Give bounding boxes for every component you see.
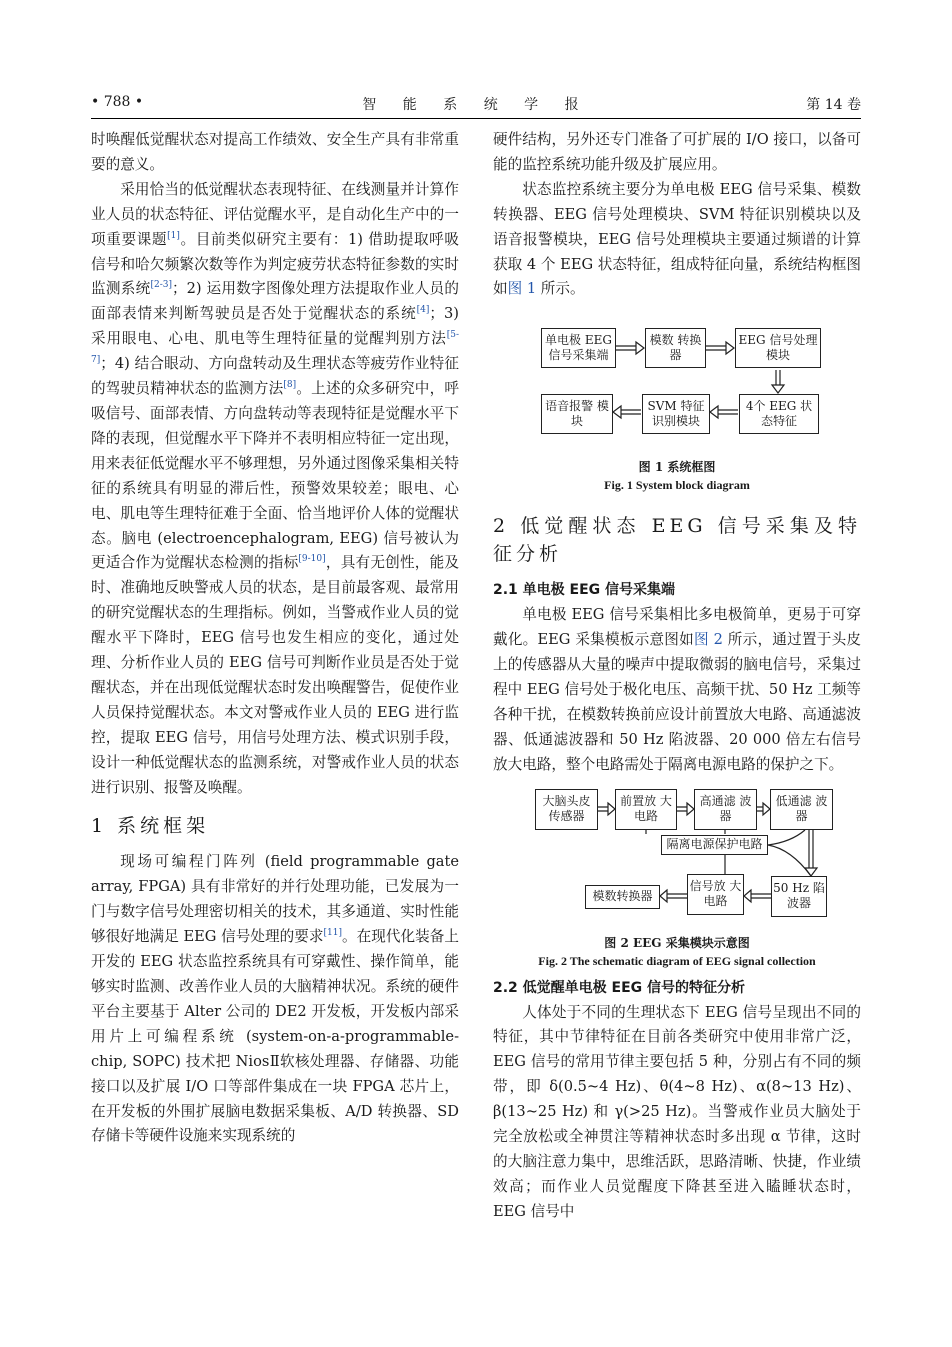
paragraph: 时唤醒低觉醒状态对提高工作绩效、安全生产具有非常重要的意义。 xyxy=(91,131,459,173)
block-highpass-filter: 高通滤 波器 xyxy=(694,789,757,830)
citation-link[interactable]: [5-7] xyxy=(91,330,459,366)
paragraph: 采用恰当的低觉醒状态表现特征、在线测量并计算作业人员的状态特征、评估觉醒水平，是自动化生产中的一项重要课题[1]。目前类似研究主要有：1) 借助提取呼吸信号和哈欠频繁次数等作为判定疲劳状态特征参数的实时监测系统[2-3]；2) 运用数字图像处理方法提取作业人员的面部表情来判断驾驶员是否处于觉醒状态的系统[4]；3) 采用眼电、心电、肌电等生理特征量的觉醒判别方法[5-7]；4) 结合眼动、方向盘转动及生理状态等疲劳作业特征的驾驶员精神状态的监测方法[8]。上述的众多研究中，呼吸信号、面部表情、方向盘转动等表现特征是觉醒水平下降的表现，但觉醒水平下降并不表明相应特征一定出现，用来表征低觉醒水平不够理想，另外通过图像采集相关特征的系统具有明显的滞后性，预警效果较差；眼电、心电、肌电等生理特征难于全面、恰当地评价人体的觉醒状态。脑电 (electroencephalogram, EEG) 信号被认为更适合作为觉醒状态检测的指标[9-10]，具有无创性，能及时、准确地反映警戒人员的状态，是目前最客观、最常用的研究觉醒状态的生理指标。例如，当警戒作业人员的觉醒水平下降时，EEG 信号也发生相应的变化，通过处理、分析作业人员的 EEG 信号可判断作业员是否处于觉醒状态，并在出现低觉醒状态时发出唤醒警告，促使作业人员保持觉醒状态。本文对警戒作业人员的 EEG 进行监控，提取 EEG 信号，用信号处理方法、模式识别手段，设计一种低觉醒状态的监测系统，对警戒作业人员的状态进行识别、报警及唤醒。 xyxy=(91,180,459,796)
figure-2-caption-en: Fig. 2 The schematic diagram of EEG signal collection xyxy=(538,953,816,968)
left-column xyxy=(91,128,459,1149)
citation-link[interactable]: [1] xyxy=(167,230,180,241)
paragraph: 状态监控系统主要分为单电极 EEG 信号采集、模数转换器、EEG 信号处理模块、SVM 特征识别模块以及语音报警模块，EEG 信号处理模块主要通过频谱的计算获取 4 个 EEG 状态特征，组成特征向量，系统结构框图如图 1 所示。 xyxy=(493,180,861,298)
paragraph: 现场可编程门阵列 (field programmable gate array, FPGA) 具有非常好的并行处理功能，已发展为一门与数字信号处理密切相关的技术，其多通道、实时性能够很好地满足 EEG 信号处理的要求[11]。在现代化装备上开发的 EEG 状态监控系统具有可穿戴性、操作简单，能够实时监测、改善作业人员的大脑精神状况。系统的硬件平台主要基于 Alter 公司的 DE2 开发板，开发板内部采用片上可编程系统 (system-on-a-programmable-chip, SOPC) 技术把 NiosⅡ软核处理器、存储器、功能接口以及扩展 I/O 口等部件集成在一块 FPGA 芯片上，在开发板的外围扩展脑电数据采集板、A/D 转换器、SD 存储卡等硬件设施来实现系统的 xyxy=(91,853,459,1145)
figure-2-caption-cn: 图 2 EEG 采集模块示意图 xyxy=(604,935,750,950)
volume-label: 第 14 卷 xyxy=(806,97,861,113)
figure-1-caption-cn: 图 1 系统框图 xyxy=(638,460,716,475)
block-preamplifier: 前置放 大电路 xyxy=(615,789,677,830)
block-scalp-sensor: 大脑头皮 传感器 xyxy=(535,789,598,830)
citation-link[interactable]: [11] xyxy=(323,928,342,939)
section-heading: 2 低觉醒状态 EEG 信号采集及特征分析 xyxy=(493,515,861,566)
figure-1-caption-en: Fig. 1 System block diagram xyxy=(604,478,750,493)
block-signal-amplifier: 信号放 大电路 xyxy=(687,874,744,915)
block-voice-alarm: 语音报警 模块 xyxy=(541,394,613,434)
subsection-heading: 2.2 低觉醒单电极 EEG 信号的特征分析 xyxy=(493,979,746,996)
paragraph: 单电极 EEG 信号采集相比多电极简单，更易于可穿戴化。EEG 采集模板示意图如图 2 所示，通过置于头皮上的传感器从大量的噪声中提取微弱的脑电信号，采集过程中 EEG 信号处于极化电压、高频干扰、50 Hz 工频等各种干扰，在模数转换前应设计前置放大电路、高通滤波器、低通滤波器和 50 Hz 陷波器、20 000 倍左右信号放大电路，整个电路需处于隔离电源电路的保护之下。 xyxy=(493,606,861,773)
block-ad-converter: 模数转换器 xyxy=(585,885,660,909)
section-heading: 1 系统框架 xyxy=(91,815,210,838)
block-eeg-processing: EEG 信号处理模块 xyxy=(735,328,821,368)
block-eeg-acquisition: 单电极 EEG 信号采集端 xyxy=(541,328,616,368)
block-eeg-features: 4个 EEG 状态特征 xyxy=(739,394,819,434)
figure-link[interactable]: 图 1 xyxy=(507,280,537,298)
header-rule xyxy=(91,118,861,119)
page-number: • 788 • xyxy=(91,94,144,110)
paragraph: 人体处于不同的生理状态下 EEG 信号呈现出不同的特征，其中节律特征在目前各类研究中使用非常广泛，EEG 信号的常用节律主要包括 5 种，分别占有不同的频带，即 δ(0.5~4 Hz)、θ(4~8 Hz)、α(8~13 Hz)、β(13~25 Hz) 和 γ(>25 Hz)。当警戒作业员大脑处于完全放松或全神贯注等精神状态时多出现 α 节律，这时的大脑注意力集中，思维活跃，思路清晰、快捷，作业绩效高；而作业人员觉醒度下降甚至进入瞌睡状态时，EEG 信号中 xyxy=(493,1003,861,1220)
citation-link[interactable]: [8] xyxy=(283,380,297,391)
block-notch-filter: 50 Hz 陷波器 xyxy=(771,876,827,917)
block-lowpass-filter: 低通滤 波器 xyxy=(770,789,833,830)
block-isolated-power: 隔离电源保护电路 xyxy=(661,835,768,855)
figure-link[interactable]: 图 2 xyxy=(693,631,723,649)
citation-link[interactable]: [2-3] xyxy=(150,280,172,291)
journal-name: 智 能 系 统 学 报 xyxy=(362,97,590,113)
figure-1 xyxy=(493,310,861,460)
block-svm-recognition: SVM 特征 识别模块 xyxy=(642,394,710,434)
paragraph: 硬件结构，另外还专门准备了可扩展的 I/O 接口，以备可能的监控系统功能升级及扩展应用。 xyxy=(493,131,861,173)
citation-link[interactable]: [4] xyxy=(416,305,430,316)
block-ad-converter: 模数 转换器 xyxy=(645,328,706,368)
page-header xyxy=(91,94,861,114)
right-column xyxy=(493,128,861,1225)
subsection-heading: 2.1 单电极 EEG 信号采集端 xyxy=(493,582,676,599)
figure-2 xyxy=(493,784,861,932)
citation-link[interactable]: [9-10] xyxy=(298,554,326,565)
